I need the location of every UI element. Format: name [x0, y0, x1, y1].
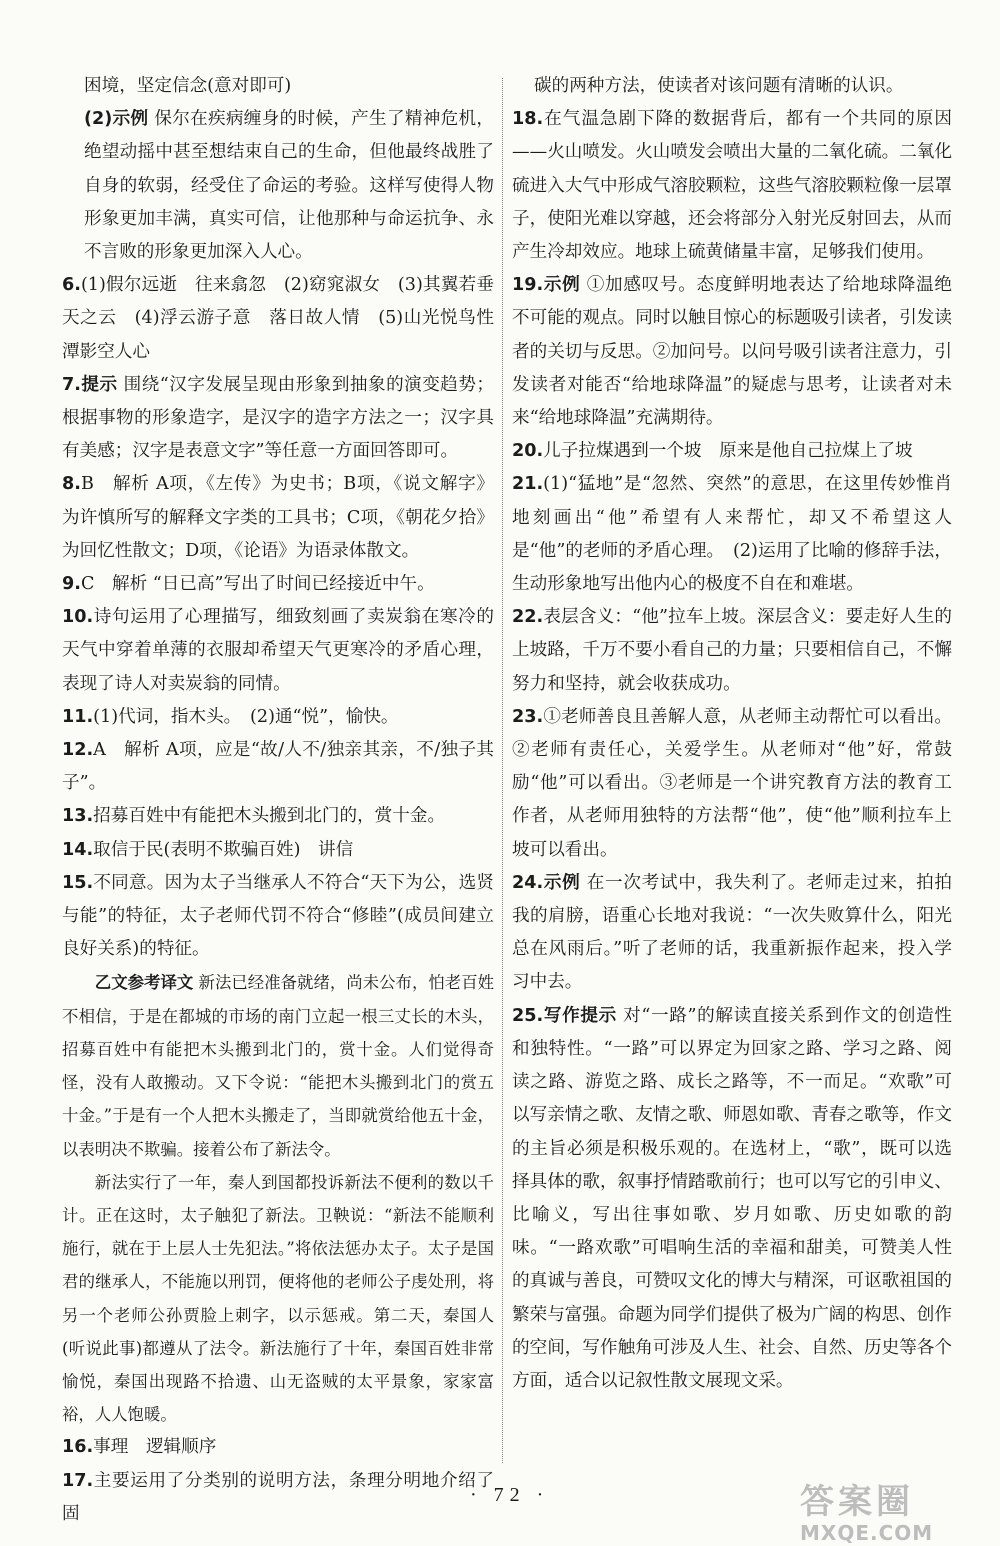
- answer-text: (1)假尔远逝 往来翕忽 (2)窈窕淑女 (3)其翼若垂天之云 (4)浮云游子意 落日故人情 (5)山光悦鸟性 潭影空人心: [62, 275, 512, 362]
- answer-text: 诗句运用了心理描写，细致刻画了卖炭翁在寒冷的天气中穿着单薄的衣服却希望天气更寒冷的矛盾心理，表现了诗人对卖炭翁的同情。: [62, 607, 494, 694]
- answer-paragraph: [512, 468, 952, 601]
- answer-text: 碳的两种方法，使读者对该问题有清晰的认识。: [534, 76, 904, 96]
- watermark-top: 答案圈: [800, 1482, 914, 1522]
- answer-paragraph: [512, 435, 952, 468]
- page-number: · 72 ·: [470, 1484, 550, 1506]
- question-number: 23.: [512, 706, 544, 727]
- question-number: 12.: [62, 740, 94, 761]
- answer-text: (1)代词，指木头。 (2)通“悦”，愉快。: [93, 706, 399, 727]
- answer-paragraph: [62, 701, 494, 734]
- answer-text: 新法实行了一年，秦人到国都投诉新法不便利的数以千计。正在这时，太子触犯了新法。卫鞅说：“新法不能顺利施行，就在于上层人士先犯法。”将依法惩办太子。太子是国君的继承人，不能施以刑罚，便将他的老师公子虔处刑，将另一个老师公孙贾脸上刺字，以示惩戒。第二天，秦国人(听说此事)都遵从了法令。新法施行了十年，秦国百姓非常愉悦，秦国出现路不拾遗、山无盗贼的太平景象，家家富裕，人人饱暖。: [62, 1172, 494, 1425]
- answer-text: B 解析 A项，《左传》为史书；B项，《说文解字》为许慎所写的解释文字类的工具书；C项，《朝花夕拾》为回忆性散文；D项，《论语》为语录体散文。: [62, 474, 494, 561]
- question-number: 25.: [512, 1005, 544, 1026]
- question-number: 14.: [62, 839, 94, 860]
- answer-text: 围绕“汉字发展呈现由形象到抽象的演变趋势；根据事物的形象造字，是汉字的造字方法之一；汉字具有美感；汉字是表意文字”等任意一方面回答即可。: [62, 374, 495, 462]
- question-number: 6.: [62, 275, 81, 296]
- question-number: 13.: [62, 806, 94, 827]
- answer-paragraph: [62, 70, 494, 103]
- answer-keyword: 乙文参考译文: [94, 973, 194, 993]
- answer-keyword: 示例: [543, 872, 581, 893]
- column-divider: [502, 78, 503, 1463]
- answer-text: 在气温急剧下降的数据背后，都有一个共同的原因——火山喷发。火山喷发会喷出大量的二氧化硫。二氧化硫进入大气中形成气溶胶颗粒，这些气溶胶颗粒像一层罩子，使阳光难以穿越，还会将部分入射光反射回去，从而产生冷却效应。地球上硫黄储量丰富，足够我们使用。: [512, 109, 952, 263]
- question-number: 16.: [62, 1437, 94, 1458]
- answer-text: 不同意。因为太子当继承人不符合“天下为公，选贤与能”的特征，太子老师代罚不符合“修睦”(成员间建立良好关系)的特征。: [62, 872, 494, 960]
- answer-paragraph: [62, 867, 494, 967]
- answer-text: 儿子拉煤遇到一个坡 原来是他自己拉煤上了坡: [543, 441, 913, 462]
- answer-text: A 解析 A项，应是“故/人不/独亲其亲，不/独子其子”。: [62, 740, 494, 794]
- answer-text: 事理 逻辑顺序: [93, 1437, 217, 1458]
- answer-text: 新法已经准备就绪，尚未公布，怕老百姓不相信，于是在都城的市场的南门立起一根三丈长的木头，招募百姓中有能把木头搬到北门的，赏十金。人们觉得奇怪，没有人敢搬动。又下令说：“能把木头搬到北门的赏五十金。”于是有一个人把木头搬走了，当即就赏给他五十金，以表明决不欺骗。接着公布了新法令。: [62, 973, 495, 1159]
- answer-keyword: 示例: [543, 275, 581, 296]
- answer-text: C 解析 “日已高”写出了时间已经接近中午。: [80, 574, 435, 595]
- answer-paragraph: [62, 269, 512, 369]
- answer-paragraph: [62, 1166, 494, 1432]
- answer-text: 在一次考试中，我失利了。老师走过来，拍拍我的肩膀，语重心长地对我说：“一次失败算什么，阳光总在风雨后。”听了老师的话，我重新振作起来，投入学习中去。: [512, 872, 952, 993]
- answer-paragraph: [512, 701, 952, 867]
- question-number: 15.: [62, 872, 94, 893]
- answer-paragraph: [62, 734, 494, 800]
- answer-paragraph: [62, 468, 494, 568]
- answer-text: 主要运用了分类别的说明方法，条理分明地介绍了固: [62, 1470, 494, 1524]
- answer-keyword: 提示: [80, 374, 118, 395]
- answer-paragraph: [62, 1431, 494, 1464]
- question-number: 19.: [512, 275, 544, 296]
- right-column: [512, 70, 952, 1398]
- answer-paragraph: [62, 834, 494, 867]
- answer-text: 取信于民(表明不欺骗百姓) 讲信: [93, 839, 354, 860]
- answer-paragraph: [62, 601, 494, 701]
- answer-paragraph: [512, 1000, 952, 1398]
- question-number: 9.: [62, 574, 81, 595]
- question-number: 20.: [512, 441, 544, 462]
- question-number: 17.: [62, 1470, 94, 1491]
- answer-text: 对“一路”的解读直接关系到作文的创造性和独特性。“一路”可以界定为回家之路、学习之路、阅读之路、游览之路、成长之路等，不一而足。“欢歌”可以写亲情之歌、友情之歌、师恩如歌、青春之歌等，作文的主旨必须是积极乐观的。在选材上，“歌”，既可以选择具体的歌，叙事抒情踏歌前行；也可以写它的引申义、比喻义，写出往事如歌、岁月如歌、历史如歌的韵味。“一路欢歌”可唱响生活的幸福和甜美，可赞美人性的真诚与善良，可赞叹文化的博大与精深，可讴歌祖国的繁荣与富强。命题为同学们提供了极为广阔的构思、创作的空间，写作触角可涉及人生、社会、自然、历史等各个方面，适合以记叙性散文展现文采。: [512, 1005, 952, 1391]
- watermark-bottom: MXQE.COM: [800, 1521, 934, 1545]
- answer-keyword: (2)示例: [84, 109, 149, 130]
- answer-text: 招募百姓中有能把木头搬到北门的，赏十金。: [93, 806, 446, 827]
- question-number: 21.: [512, 474, 544, 495]
- answer-text: (1)“猛地”是“忽然、突然”的意思，在这里传妙惟肖地刻画出“他”希望有人来帮忙，却又不希望这人是“他”的老师的矛盾心理。 (2)运用了比喻的修辞手法，生动形象地写出他内心的极度不自在和难堪。: [512, 474, 952, 595]
- answer-paragraph: [512, 867, 952, 1000]
- answer-paragraph: [62, 369, 494, 469]
- question-number: 8.: [62, 474, 81, 495]
- question-number: 18.: [512, 109, 544, 130]
- answer-paragraph: [62, 800, 494, 833]
- question-number: 10.: [62, 607, 94, 628]
- question-number: 11.: [62, 706, 94, 727]
- answer-paragraph: [62, 568, 494, 601]
- answer-text: 困境，坚定信念(意对即可): [84, 76, 292, 96]
- answer-paragraph: [62, 966, 494, 1165]
- answer-text: ①加感叹号。态度鲜明地表达了给地球降温绝不可能的观点。同时以触目惊心的标题吸引读者，引发读者的关切与反思。②加问号。以问号吸引读者注意力，引发读者对能否“给地球降温”的疑虑与思考，让读者对未来“给地球降温”充满期待。: [512, 275, 952, 429]
- question-number: 22.: [512, 607, 544, 628]
- answer-text: ①老师善良且善解人意，从老师主动帮忙可以看出。②老师有责任心，关爱学生。从老师对“他”好，常鼓励“他”可以看出。③老师是一个讲究教育方法的教育工作者，从老师用独特的方法帮“他”，使“他”顺利拉车上坡可以看出。: [512, 706, 952, 860]
- question-number: 24.: [512, 872, 544, 893]
- watermark-logo: [800, 1482, 990, 1546]
- answer-paragraph: [512, 70, 952, 103]
- answer-paragraph: [62, 103, 494, 269]
- answer-paragraph: [512, 269, 952, 435]
- answer-text: 保尔在疾病缠身的时候，产生了精神危机，绝望动摇中甚至想结束自己的生命，但他最终战胜了自身的软弱，经受住了命运的考验。这样写使得人物形象更加丰满，真实可信，让他那种与命运抗争、永不言败的形象更加深入人心。: [84, 109, 495, 263]
- answer-keyword: 写作提示: [543, 1005, 617, 1026]
- question-number: 7.: [62, 374, 81, 395]
- answer-paragraph: [512, 601, 952, 701]
- answer-text: 表层含义：“他”拉车上坡。深层含义：要走好人生的上坡路，千万不要小看自己的力量；只要相信自己，不懈努力和坚持，就会收获成功。: [512, 607, 952, 694]
- answer-paragraph: [62, 1465, 494, 1531]
- answer-paragraph: [512, 103, 952, 269]
